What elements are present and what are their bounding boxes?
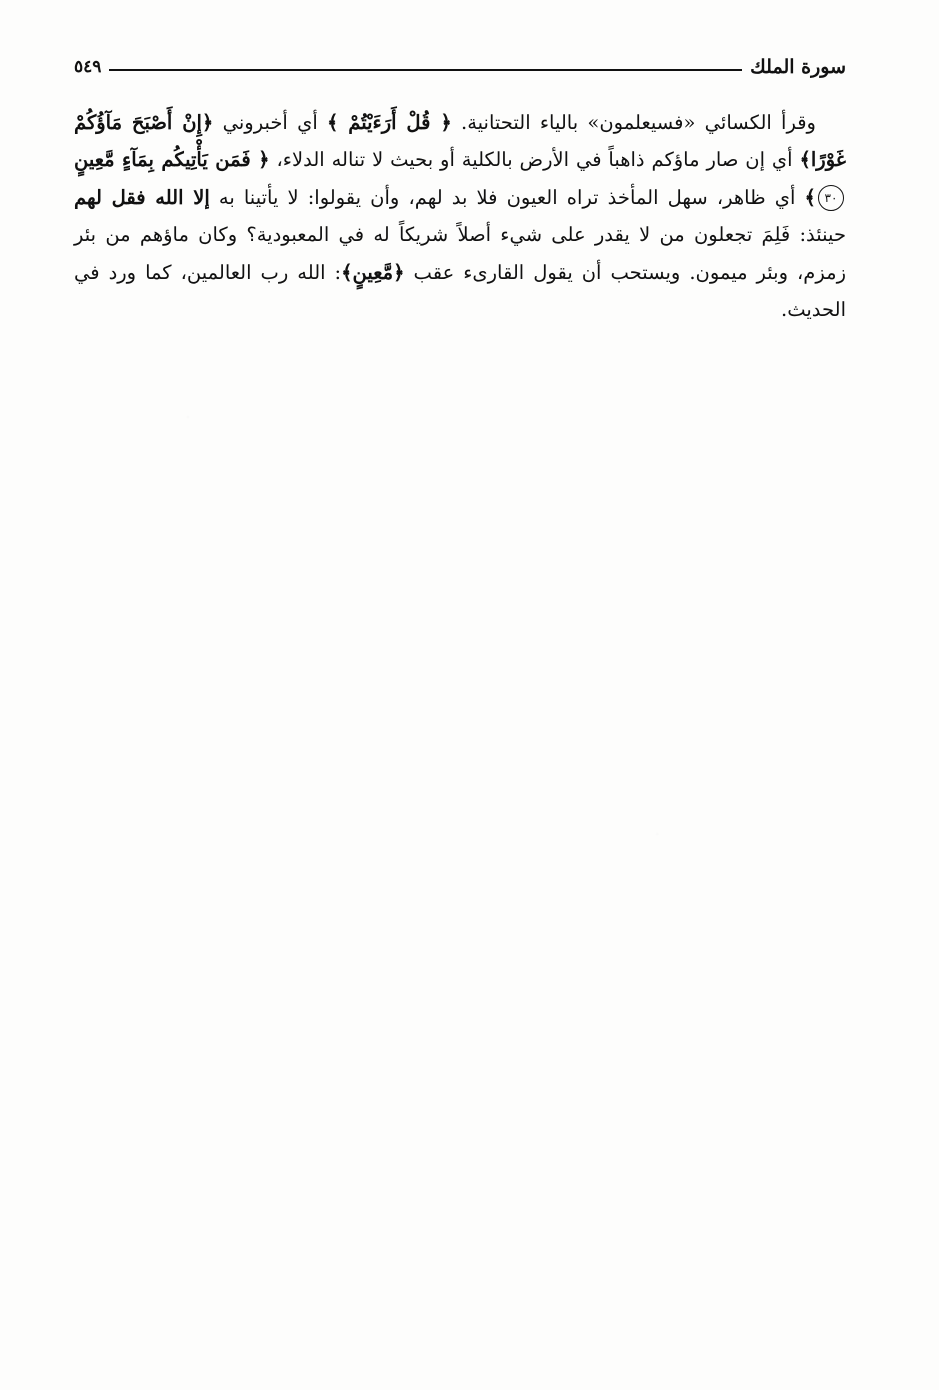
quran-quote: ﴿ فَمَن يَأْتِيكُم بِمَآءٍ مَّعِينٍ (74, 148, 270, 172)
quran-quote: ﴿إِنْ أَصْبَحَ مَآؤُكُمْ غَوْرًا﴾ (74, 111, 847, 172)
text-segment: وقرأ الكسائي «فسيعلمون» بالياء التحتانية. (451, 111, 816, 134)
text-segment: : الله رب العالمين، كما ورد في الحديث. (74, 260, 846, 322)
header-rule (109, 69, 742, 71)
surah-title: سورة الملك (750, 55, 846, 78)
quran-quote: ﴿ قُلْ أَرَءَيْتُمْ ﴾ (327, 111, 452, 134)
page-number: ٥٤٩ (74, 56, 102, 77)
running-header (74, 52, 846, 82)
text-segment: أي أخبروني (213, 111, 327, 134)
commentary-paragraph (74, 104, 846, 328)
emphasized-text: إلا الله فقل لهم (74, 185, 210, 209)
quran-quote: ﴿مَّعِينٍ﴾ (341, 260, 405, 284)
text-segment: أي إن صار ماؤكم ذاهباً في الأرض بالكلية أو بحيث لا تناله الدلاء، (269, 148, 800, 172)
text-segment: أي ظاهر، سهل المأخذ تراه العيون فلا بد لهم، وأن يقولوا: لا يأتينا به (209, 185, 805, 209)
quran-quote-close: ﴾ (804, 185, 816, 209)
verse-number-marker: ٣٠ (818, 185, 844, 211)
text-segment: حينئذ: فَلِمَ تجعلون من لا يقدر على شيء أصلاً شريكاً له في المعبودية؟ وكان ماؤهم من بئر زمزم، وبئر ميمون. ويستحب أن يقول القارىء عقب (74, 223, 846, 284)
